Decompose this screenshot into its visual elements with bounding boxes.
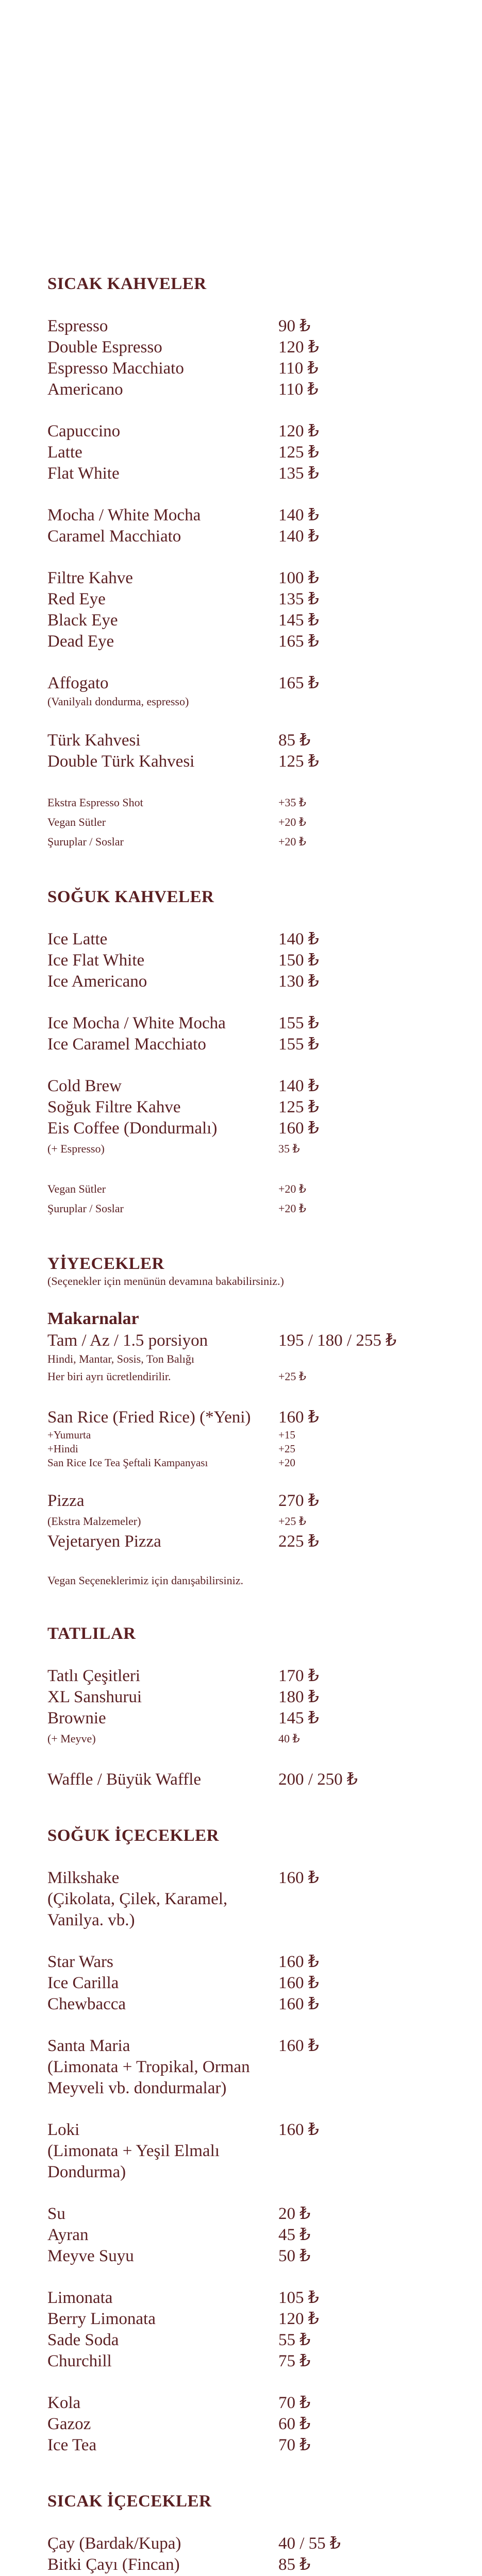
item-name: Çay (Bardak/Kupa) bbox=[47, 2534, 181, 2553]
item-price: +20 ₺ bbox=[278, 835, 306, 848]
spacer bbox=[47, 709, 460, 730]
item-price: 45 ₺ bbox=[278, 2226, 311, 2244]
item-price: 70 ₺ bbox=[278, 2394, 311, 2412]
spacer bbox=[47, 1749, 460, 1769]
item-price: 130 ₺ bbox=[278, 972, 319, 991]
menu-item bbox=[47, 950, 460, 971]
item-name: Bitki Çayı (Fincan) bbox=[47, 2555, 180, 2574]
spacer bbox=[47, 484, 460, 505]
menu-item bbox=[47, 2330, 460, 2351]
spacer bbox=[47, 992, 460, 1013]
menu-item bbox=[47, 2414, 460, 2435]
menu-item bbox=[47, 631, 460, 652]
item-name: Double Türk Kahvesi bbox=[47, 752, 195, 771]
item-name: Gazoz bbox=[47, 2415, 91, 2433]
item-price: 50 ₺ bbox=[278, 2247, 311, 2265]
menu-item bbox=[47, 793, 460, 812]
item-name: Limonata bbox=[47, 2289, 113, 2307]
item-name: Ayran bbox=[47, 2226, 89, 2244]
menu-item bbox=[47, 1868, 460, 1889]
menu-item bbox=[47, 1666, 460, 1687]
menu-item bbox=[47, 2351, 460, 2372]
menu-item bbox=[47, 1367, 460, 1386]
menu-item bbox=[47, 2036, 460, 2057]
section-note: (Seçenekler için menünün devamına bakabilirsiniz.) bbox=[47, 1275, 284, 1287]
item-note: (Vanilyalı dondurma, espresso) bbox=[47, 695, 189, 708]
menu-item bbox=[47, 2554, 460, 2575]
menu-item bbox=[47, 568, 460, 589]
item-name: Soğuk Filtre Kahve bbox=[47, 1098, 181, 1116]
item-price: 165 ₺ bbox=[278, 674, 319, 692]
menu-item bbox=[47, 2435, 460, 2456]
item-price: 155 ₺ bbox=[278, 1035, 319, 1054]
spacer bbox=[47, 1159, 460, 1179]
menu-item bbox=[47, 1097, 460, 1118]
menu-item bbox=[47, 1139, 460, 1159]
item-name: (Ekstra Malzemeler) bbox=[47, 1515, 141, 1528]
item-price: 135 ₺ bbox=[278, 464, 319, 483]
item-price: +25 ₺ bbox=[278, 1370, 306, 1383]
menu-item bbox=[47, 1769, 460, 1790]
item-name: Santa Maria bbox=[47, 2037, 130, 2055]
item-price: 85 ₺ bbox=[278, 2555, 311, 2574]
menu-item bbox=[47, 358, 460, 379]
menu-section bbox=[47, 888, 460, 1218]
item-name: (+ Espresso) bbox=[47, 1142, 105, 1155]
item-name: San Rice (Fried Rice) (*Yeni) bbox=[47, 1408, 251, 1427]
menu-item bbox=[47, 2287, 460, 2309]
item-price: 120 ₺ bbox=[278, 422, 319, 440]
item-name: Vegan Sütler bbox=[47, 1182, 106, 1195]
spacer bbox=[47, 547, 460, 568]
menu-item bbox=[47, 2204, 460, 2225]
menu-item bbox=[47, 1952, 460, 1973]
menu-item bbox=[47, 1531, 460, 1552]
spacer bbox=[47, 1386, 460, 1407]
spacer bbox=[47, 1552, 460, 1573]
menu-item bbox=[47, 2393, 460, 2414]
spacer bbox=[47, 2183, 460, 2204]
item-price: 145 ₺ bbox=[278, 611, 319, 630]
item-name: XL Sanshurui bbox=[47, 1688, 142, 1706]
menu-item bbox=[47, 971, 460, 992]
menu-item bbox=[47, 1708, 460, 1729]
item-price: 40 ₺ bbox=[278, 1732, 300, 1745]
item-price: 85 ₺ bbox=[278, 731, 311, 750]
menu-section bbox=[47, 1255, 460, 1588]
menu-item bbox=[47, 1118, 460, 1139]
item-price: 160 ₺ bbox=[278, 1869, 319, 1887]
menu-item bbox=[47, 316, 460, 337]
item-name: Sade Soda bbox=[47, 2331, 119, 2349]
item-price: 160 ₺ bbox=[278, 2121, 319, 2139]
item-name: Waffle / Büyük Waffle bbox=[47, 1770, 202, 1789]
item-name: Vejetaryen Pizza bbox=[47, 1532, 161, 1551]
item-name: Ice Americano bbox=[47, 972, 147, 991]
item-price: 100 ₺ bbox=[278, 569, 319, 587]
item-name: Mocha / White Mocha bbox=[47, 506, 201, 524]
item-name: Tatlı Çeşitleri bbox=[47, 1667, 141, 1685]
item-price: +25 bbox=[278, 1443, 295, 1455]
item-price: 150 ₺ bbox=[278, 951, 319, 970]
item-price: 70 ₺ bbox=[278, 2436, 311, 2454]
spacer bbox=[47, 2015, 460, 2036]
item-name: Eis Coffee (Dondurmalı) bbox=[47, 1119, 218, 1138]
menu-item bbox=[47, 1729, 460, 1749]
menu-item bbox=[47, 1076, 460, 1097]
item-name: Flat White bbox=[47, 464, 120, 483]
item-price: 200 / 250 ₺ bbox=[278, 1770, 358, 1789]
menu-item bbox=[47, 1428, 460, 1442]
menu-section bbox=[47, 1826, 460, 2456]
item-name: Double Espresso bbox=[47, 338, 162, 357]
item-price: +15 bbox=[278, 1429, 295, 1441]
menu-item bbox=[47, 751, 460, 772]
menu-item bbox=[47, 1034, 460, 1055]
item-price: 60 ₺ bbox=[278, 2415, 311, 2433]
menu-item bbox=[47, 526, 460, 547]
menu-item bbox=[47, 589, 460, 610]
subsection-title: Makarnalar bbox=[47, 1309, 139, 1328]
item-price: 170 ₺ bbox=[278, 1667, 319, 1685]
menu-item bbox=[47, 1442, 460, 1456]
item-price: 105 ₺ bbox=[278, 2289, 319, 2307]
item-name: Loki bbox=[47, 2121, 80, 2139]
item-name: Star Wars bbox=[47, 1953, 113, 1971]
item-price: 155 ₺ bbox=[278, 1014, 319, 1032]
menu-item bbox=[47, 2225, 460, 2246]
menu-item bbox=[47, 812, 460, 832]
menu-item bbox=[47, 832, 460, 852]
item-price: +25 ₺ bbox=[278, 1515, 306, 1528]
menu-item bbox=[47, 1179, 460, 1199]
item-name: Churchill bbox=[47, 2352, 112, 2370]
item-price: 120 ₺ bbox=[278, 338, 319, 357]
menu-item bbox=[47, 730, 460, 751]
item-name: Brownie bbox=[47, 1709, 106, 1727]
item-price: 40 / 55 ₺ bbox=[278, 2534, 341, 2553]
menu-item bbox=[47, 1973, 460, 1994]
item-description: (Çikolata, Çilek, Karamel, Vanilya. vb.) bbox=[47, 1890, 228, 1929]
item-price: 160 ₺ bbox=[278, 2037, 319, 2055]
spacer bbox=[47, 400, 460, 421]
menu-item bbox=[47, 2309, 460, 2330]
item-name: Ice Mocha / White Mocha bbox=[47, 1014, 226, 1032]
menu-item bbox=[47, 673, 460, 694]
item-price: 140 ₺ bbox=[278, 930, 319, 948]
section-title: TATLILAR bbox=[47, 1624, 136, 1643]
item-name: Su bbox=[47, 2205, 65, 2223]
item-price: 160 ₺ bbox=[278, 1119, 319, 1138]
menu-item bbox=[47, 463, 460, 484]
item-name: Dead Eye bbox=[47, 632, 114, 651]
item-name: Ice Carilla bbox=[47, 1974, 119, 1992]
menu-item bbox=[47, 2246, 460, 2267]
menu-item bbox=[47, 2533, 460, 2554]
menu-item bbox=[47, 1456, 460, 1470]
menu-item bbox=[47, 1512, 460, 1531]
item-note: Vegan Seçeneklerimiz için danışabilirsiniz. bbox=[47, 1574, 243, 1587]
menu-item bbox=[47, 929, 460, 950]
item-name: Filtre Kahve bbox=[47, 569, 133, 587]
item-price: 55 ₺ bbox=[278, 2331, 311, 2349]
menu-item bbox=[47, 2120, 460, 2141]
item-price: 140 ₺ bbox=[278, 527, 319, 546]
item-price: 140 ₺ bbox=[278, 506, 319, 524]
item-price: 225 ₺ bbox=[278, 1532, 319, 1551]
item-name: Black Eye bbox=[47, 611, 118, 630]
menu-item bbox=[47, 1994, 460, 2015]
item-name: +Yumurta bbox=[47, 1429, 91, 1441]
item-name: Vegan Sütler bbox=[47, 816, 106, 828]
item-price: 125 ₺ bbox=[278, 443, 319, 462]
menu-item bbox=[47, 505, 460, 526]
spacer bbox=[47, 2267, 460, 2287]
item-name: Americano bbox=[47, 380, 123, 399]
item-name: Kola bbox=[47, 2394, 81, 2412]
spacer bbox=[47, 772, 460, 793]
spacer bbox=[47, 1055, 460, 1076]
item-name: Berry Limonata bbox=[47, 2310, 156, 2328]
section-title: SOĞUK İÇECEKLER bbox=[47, 1826, 219, 1845]
menu-item bbox=[47, 1490, 460, 1512]
item-name: Ekstra Espresso Shot bbox=[47, 796, 143, 809]
menu-item bbox=[47, 1199, 460, 1218]
item-name: Ice Caramel Macchiato bbox=[47, 1035, 206, 1054]
item-price: 135 ₺ bbox=[278, 590, 319, 608]
item-price: 20 ₺ bbox=[278, 2205, 311, 2223]
item-name: Şuruplar / Soslar bbox=[47, 1202, 124, 1215]
spacer bbox=[47, 2372, 460, 2393]
item-price: 160 ₺ bbox=[278, 1408, 319, 1427]
menu-item bbox=[47, 442, 460, 463]
section-title: SICAK İÇECEKLER bbox=[47, 2492, 212, 2511]
item-price: 160 ₺ bbox=[278, 1953, 319, 1971]
item-name: Türk Kahvesi bbox=[47, 731, 141, 750]
item-price: +20 ₺ bbox=[278, 1182, 306, 1195]
item-name: (+ Meyve) bbox=[47, 1732, 96, 1745]
item-price: 125 ₺ bbox=[278, 752, 319, 771]
item-name: Meyve Suyu bbox=[47, 2247, 134, 2265]
menu-item bbox=[47, 1330, 460, 1351]
item-name: +Hindi bbox=[47, 1443, 78, 1455]
item-name: Caramel Macchiato bbox=[47, 527, 181, 546]
item-name: Ice Latte bbox=[47, 930, 108, 948]
section-title: SOĞUK KAHVELER bbox=[47, 888, 214, 906]
item-name: Latte bbox=[47, 443, 82, 462]
item-name: San Rice Ice Tea Şeftali Kampanyası bbox=[47, 1456, 208, 1469]
menu-item bbox=[47, 379, 460, 400]
item-name: Chewbacca bbox=[47, 1995, 126, 2013]
item-name: Red Eye bbox=[47, 590, 106, 608]
item-note: Hindi, Mantar, Sosis, Ton Balığı bbox=[47, 1352, 195, 1365]
item-price: 110 ₺ bbox=[278, 359, 319, 378]
item-price: 140 ₺ bbox=[278, 1077, 319, 1095]
menu bbox=[47, 275, 460, 2576]
spacer bbox=[47, 1931, 460, 1952]
item-price: +20 ₺ bbox=[278, 1202, 306, 1215]
item-price: 165 ₺ bbox=[278, 632, 319, 651]
item-price: +35 ₺ bbox=[278, 796, 306, 809]
item-name: Her biri ayrı ücretlendirilir. bbox=[47, 1370, 171, 1383]
item-price: 120 ₺ bbox=[278, 2310, 319, 2328]
item-description: (Limonata + Tropikal, Orman Meyveli vb. dondurmalar) bbox=[47, 2058, 250, 2097]
item-description: (Limonata + Yeşil Elmalı Dondurma) bbox=[47, 2142, 220, 2181]
menu-item bbox=[47, 1013, 460, 1034]
item-price: 180 ₺ bbox=[278, 1688, 319, 1706]
item-price: +20 ₺ bbox=[278, 816, 306, 828]
item-name: Ice Flat White bbox=[47, 951, 145, 970]
item-name: Cold Brew bbox=[47, 1077, 122, 1095]
section-title: SICAK KAHVELER bbox=[47, 275, 207, 293]
item-price: 90 ₺ bbox=[278, 317, 311, 335]
menu-item bbox=[47, 1687, 460, 1708]
item-name: Milkshake bbox=[47, 1869, 120, 1887]
menu-item bbox=[47, 1407, 460, 1428]
item-name: Şuruplar / Soslar bbox=[47, 835, 124, 848]
item-name: Affogato bbox=[47, 674, 109, 692]
spacer bbox=[47, 2099, 460, 2120]
menu-item bbox=[47, 610, 460, 631]
item-name: Espresso bbox=[47, 317, 108, 335]
item-name: Tam / Az / 1.5 porsiyon bbox=[47, 1331, 208, 1350]
item-name: Espresso Macchiato bbox=[47, 359, 184, 378]
item-price: 75 ₺ bbox=[278, 2352, 311, 2370]
item-price: 35 ₺ bbox=[278, 1142, 300, 1155]
item-price: +20 bbox=[278, 1456, 295, 1469]
menu-item bbox=[47, 337, 460, 358]
item-price: 160 ₺ bbox=[278, 1974, 319, 1992]
item-price: 125 ₺ bbox=[278, 1098, 319, 1116]
section-title: YİYECEKLER bbox=[47, 1255, 164, 1273]
item-price: 160 ₺ bbox=[278, 1995, 319, 2013]
item-price: 110 ₺ bbox=[278, 380, 319, 399]
menu-section bbox=[47, 275, 460, 852]
menu-section bbox=[47, 1624, 460, 1790]
item-name: Ice Tea bbox=[47, 2436, 97, 2454]
menu-item bbox=[47, 421, 460, 442]
item-price: 270 ₺ bbox=[278, 1492, 319, 1510]
menu-section bbox=[47, 2492, 460, 2576]
item-name: Capuccino bbox=[47, 422, 121, 440]
item-price: 195 / 180 / 255 ₺ bbox=[278, 1331, 397, 1350]
spacer bbox=[47, 1470, 460, 1490]
spacer bbox=[47, 652, 460, 673]
item-name: Pizza bbox=[47, 1492, 85, 1510]
item-price: 145 ₺ bbox=[278, 1709, 319, 1727]
